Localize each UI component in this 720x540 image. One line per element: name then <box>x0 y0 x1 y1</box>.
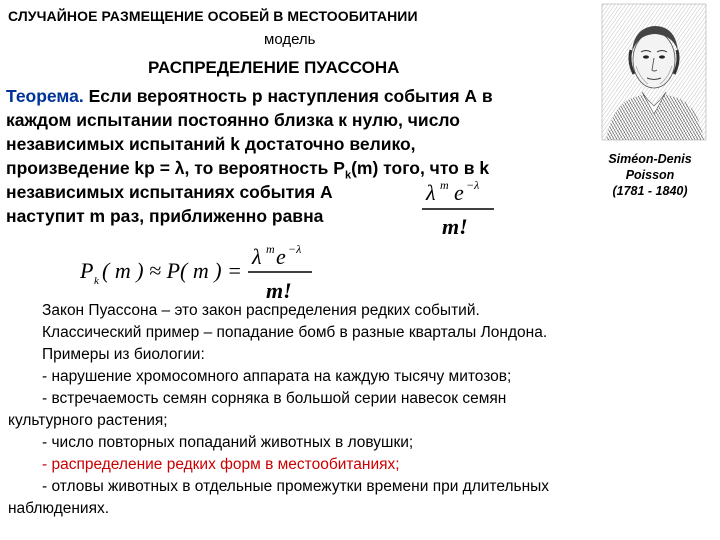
theorem-subscript: k <box>344 169 352 182</box>
theorem-text-4b: (m) того, что в k <box>351 158 490 178</box>
main-den: m! <box>266 278 292 303</box>
inline-formula <box>420 176 510 242</box>
body-line-4: - нарушение хромосомного аппарата на каждую тысячу митозов; <box>42 368 512 385</box>
body-line-6: культурного растения; <box>8 412 168 429</box>
inline-num-base: λ <box>426 180 436 205</box>
theorem-text-1: Если вероятность p наступления события А в <box>83 86 493 106</box>
poisson-portrait <box>598 2 710 144</box>
body-line-9: - отловы животных в отдельные промежутки времени при длительных <box>42 478 550 495</box>
body-line-3: Примеры из биологии: <box>42 346 205 363</box>
theorem-label: Теорема. <box>6 86 84 106</box>
main-lhs-arg: ( m ) ≈ P( m ) = <box>102 258 242 283</box>
inline-den: m! <box>442 214 468 239</box>
header-title: СЛУЧАЙНОЕ РАЗМЕЩЕНИЕ ОСОБЕЙ В МЕСТООБИТАНИИ <box>8 8 418 24</box>
main-num-e: e <box>276 244 286 269</box>
body-line-10: наблюдениях. <box>8 500 110 517</box>
main-formula <box>76 238 316 308</box>
body-line-1: Закон Пуассона – это закон распределения редких событий. <box>42 302 480 319</box>
body-line-5: - встречаемость семян сорняка в большой серии навесок семян <box>42 390 507 407</box>
inline-num-e-exp: −λ <box>466 178 480 192</box>
subtitle: модель <box>264 31 316 48</box>
body-line-2: Классический пример – попадание бомб в разные кварталы Лондона. <box>42 324 548 341</box>
inline-num-e: e <box>454 180 464 205</box>
body-line-7: - число повторных попаданий животных в ловушки; <box>42 434 414 451</box>
portrait-name-1: Siméon-Denis <box>608 152 692 166</box>
main-num-e-exp: −λ <box>288 242 302 256</box>
body-line-8-highlight: - распределение редких форм в местообитаниях; <box>42 456 400 473</box>
theorem-text-4a: произведение kp = λ, то вероятность P <box>6 158 345 178</box>
theorem-line-2: каждом испытании постоянно близка к нулю, число <box>6 110 461 130</box>
theorem-line-6: наступит m раз, приближенно равна <box>6 206 324 226</box>
main-title: РАСПРЕДЕЛЕНИЕ ПУАССОНА <box>148 58 400 77</box>
main-lhs-sub: k <box>94 275 99 287</box>
theorem-line-4 <box>6 158 489 182</box>
main-lhs: P <box>80 258 94 283</box>
portrait-years: (1781 - 1840) <box>612 184 688 198</box>
theorem-line-5: независимых испытаниях события А <box>6 182 333 202</box>
inline-num-exp: m <box>440 178 449 192</box>
theorem-line-1 <box>6 86 493 107</box>
main-num-base: λ <box>252 244 262 269</box>
main-num-exp: m <box>266 242 275 256</box>
theorem-line-3: независимых испытаний k достаточно велико, <box>6 134 416 154</box>
portrait-name-2: Poisson <box>625 168 675 182</box>
